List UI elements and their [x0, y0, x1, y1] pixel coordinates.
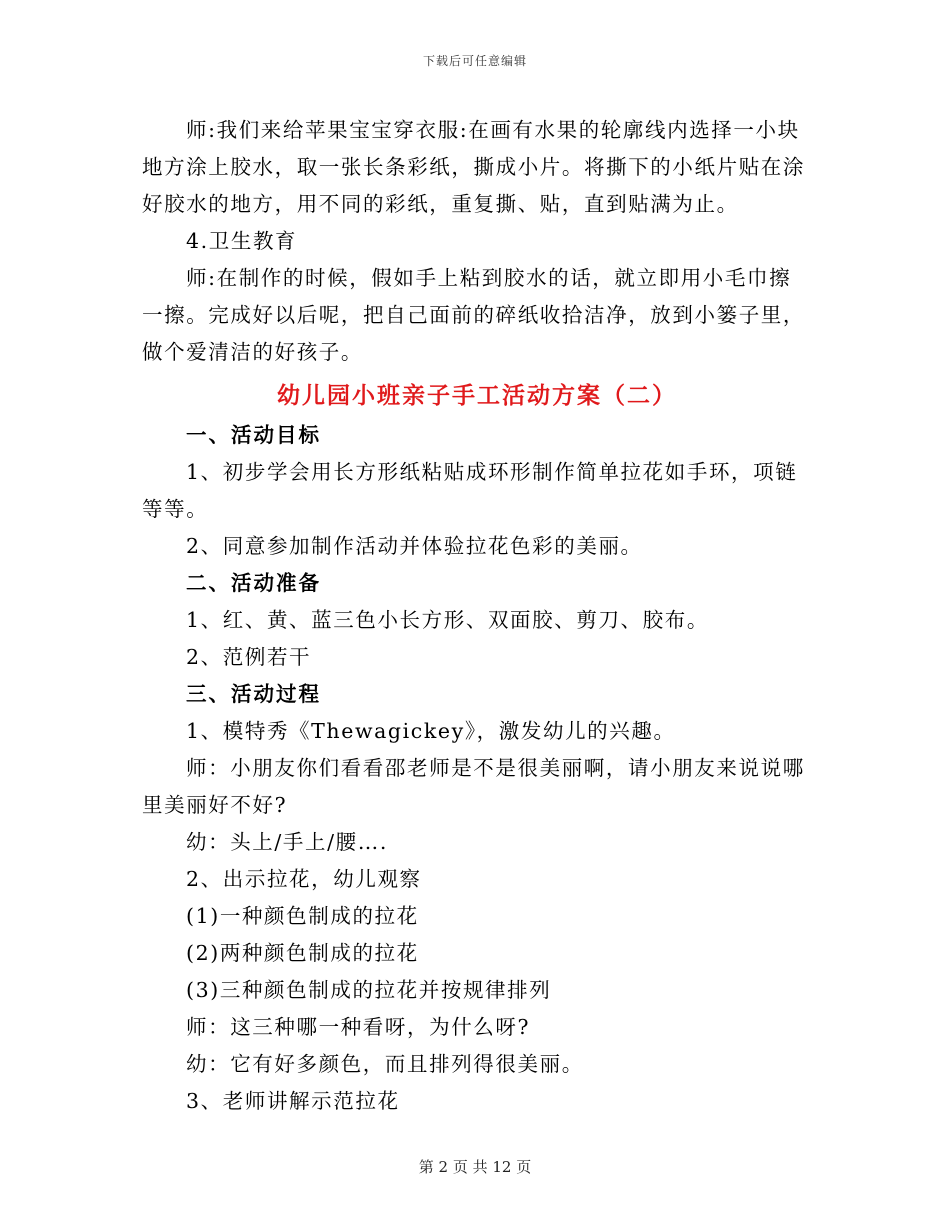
paragraph: 师:在制作的时候，假如手上粘到胶水的话，就立即用小毛巾擦一擦。完成好以后呢，把自己面前的碎纸收拾洁净，放到小篓子里，做个爱清洁的好孩子。	[142, 266, 805, 364]
list-item: 1、模特秀《Thewagickey》，激发幼儿的兴趣。	[186, 719, 676, 743]
paragraph: 师:我们来给苹果宝宝穿衣服:在画有水果的轮廓线内选择一小块地方涂上胶水，取一张长条彩纸，撕成小片。将撕下的小纸片贴在涂好胶水的地方，用不同的彩纸，重复撕、贴，直到贴满为止。	[142, 118, 805, 216]
list-item: 2、出示拉花，幼儿观察	[186, 867, 422, 891]
list-item: 1、初步学会用长方形纸粘贴成环形制作简单拉花如手环，项链等等。	[142, 460, 798, 521]
section-title: 幼儿园小班亲子手工活动方案（二）	[277, 382, 677, 409]
list-item: 幼：它有好多颜色，而且排列得很美丽。	[186, 1052, 584, 1076]
list-item: 2、同意参加制作活动并体验拉花色彩的美丽。	[186, 534, 643, 558]
list-item: (1)一种颜色制成的拉花	[186, 904, 419, 928]
list-item: 2、范例若干	[186, 645, 312, 669]
list-item: 3、老师讲解示范拉花	[186, 1089, 400, 1113]
page-content	[142, 112, 812, 1120]
section-heading-goals: 一、活动目标	[186, 423, 321, 447]
paragraph-heading: 4.卫生教育	[186, 229, 298, 253]
list-item: 师：小朋友你们看看邵老师是不是很美丽啊，请小朋友来说说哪里美丽好不好?	[142, 756, 805, 817]
page-footer: 第 2 页 共 12 页	[418, 1158, 532, 1176]
list-item: 1、红、黄、蓝三色小长方形、双面胶、剪刀、胶布。	[186, 608, 709, 632]
list-item: (3)三种颜色制成的拉花并按规律排列	[186, 978, 552, 1002]
list-item: 师：这三种哪一种看呀，为什么呀?	[186, 1015, 531, 1039]
section-heading-preparation: 二、活动准备	[186, 571, 321, 595]
list-item: 幼：头上/手上/腰….	[186, 830, 388, 854]
list-item: (2)两种颜色制成的拉花	[186, 941, 419, 965]
section-heading-process: 三、活动过程	[186, 682, 321, 706]
header-note: 下载后可任意编辑	[422, 54, 527, 68]
